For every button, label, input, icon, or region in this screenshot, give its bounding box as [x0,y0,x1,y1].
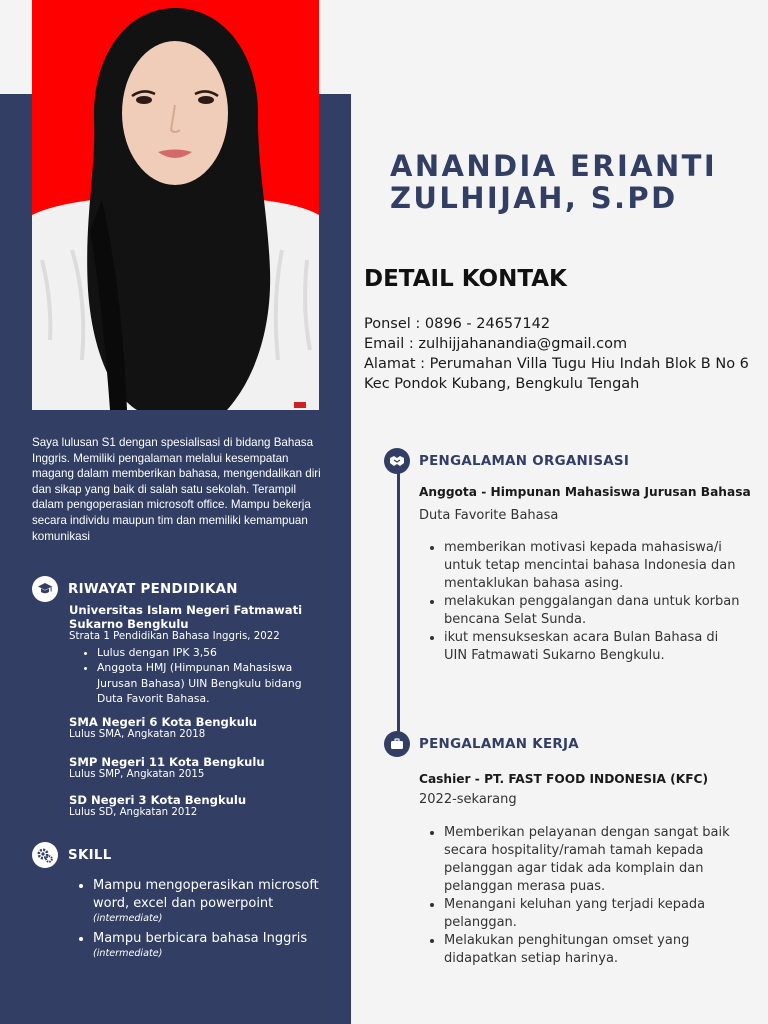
education-item [69,715,329,741]
skill-title: SKILL [68,847,112,863]
school-name: SD Negeri 3 Kota Bengkulu [69,793,247,807]
school-name: SMP Negeri 11 Kota Bengkulu [69,755,265,769]
skill-level: (intermediate) [93,913,163,924]
contact-email: Email : zulhijjahanandia@gmail.com [364,336,628,352]
list-item: • melakukan penggalangan dana untuk korban bencana Selat Sunda. [444,593,744,629]
contact-title: DETAIL KONTAK [364,266,567,292]
education-title: RIWAYAT PENDIDIKAN [68,581,238,597]
list-item: • Melakukan penghitungan omset yang didapatkan setiap harinya. [444,932,744,968]
school-detail: Strata 1 Pendidikan Bahasa Inggris, 2022 [69,631,280,642]
contact-phone: Ponsel : 0896 - 24657142 [364,316,551,332]
skill-level: (intermediate) [93,948,163,959]
profile-photo [32,0,319,410]
name-line-2: ZULHIJAH, S.PD [390,181,678,215]
handshake-icon [384,448,410,474]
skill-list [76,877,348,965]
school-detail: Lulus SMP, Angkatan 2015 [69,769,205,780]
work-period: 2022-sekarang [419,792,517,807]
name-line-1: ANANDIA ERIANTI [390,149,718,183]
briefcase-icon [384,731,410,757]
organization-role: Anggota - Himpunan Mahasiswa Jurusan Bahasa [419,485,751,499]
organization-subtitle: Duta Favorite Bahasa [419,508,559,523]
school-detail: Lulus SD, Angkatan 2012 [69,807,198,818]
list-item: • Lulus dengan IPK 3,56 [97,645,329,660]
education-item [69,755,329,781]
school-name: SMA Negeri 6 Kota Bengkulu [69,715,258,729]
school-detail: Lulus SMA, Angkatan 2018 [69,729,206,740]
work-bullets [426,824,744,968]
timeline-line [397,470,400,740]
contact-address-line-2: Kec Pondok Kubang, Bengkulu Tengah [364,376,640,392]
gears-icon [32,842,58,868]
list-item [93,930,348,959]
list-item: • ikut mensukseskan acara Bulan Bahasa di UIN Fatmawati Sukarno Bengkulu. [444,629,744,665]
education-item [69,793,329,819]
skill-name: Mampu berbicara bahasa Inggris [93,931,308,946]
list-item [93,877,348,924]
page-title [390,150,717,214]
list-item: • Memberikan pelayanan dengan sangat baik secara hospitality/ramah tamah kepada pelanggan agar tidak ada komplain dan pelanggan merasa puas. [444,824,744,896]
graduation-cap-icon [32,576,58,602]
education-header [32,576,238,602]
education-bullets [69,645,329,707]
contact-details [364,314,759,394]
organization-bullets [426,539,744,665]
organization-title: PENGALAMAN ORGANISASI [419,453,630,469]
contact-address-line-1: Alamat : Perumahan Villa Tugu Hiu Indah Blok B No 6 [364,356,749,372]
school-name: Universitas Islam Negeri Fatmawati Sukarno Bengkulu [69,603,303,631]
list-item: • memberikan motivasi kepada mahasiswa/i untuk tetap mencintai bahasa Indonesia dan mentaklukan bahasa asing. [444,539,744,593]
work-role: Cashier - PT. FAST FOOD INDONESIA (KFC) [419,772,709,786]
organization-header [384,448,629,474]
work-header [384,731,579,757]
list-item: • Menangani keluhan yang terjadi kepada pelanggan. [444,896,744,932]
work-title: PENGALAMAN KERJA [419,736,579,752]
skill-header [32,842,112,868]
about-text: Saya lulusan S1 dengan spesialisasi di bidang Bahasa Inggris. Memiliki pengalaman melalui kesempatan magang dalam memberikan bahasa, mengendalikan diri dan sikap yang baik di salah satu sekolah. Terampil dalam pengoperasian microsoft office. Mampu bekerja secara individu maupun tim dan memiliki kemampuan komunikasi [32,436,321,543]
list-item: • Anggota HMJ (Himpunan Mahasiswa Jurusan Bahasa) UIN Bengkulu bidang Duta Favorit Bahasa. [97,660,329,706]
education-item [69,603,329,707]
skill-name: Mampu mengoperasikan microsoft word, excel dan powerpoint [93,878,319,911]
